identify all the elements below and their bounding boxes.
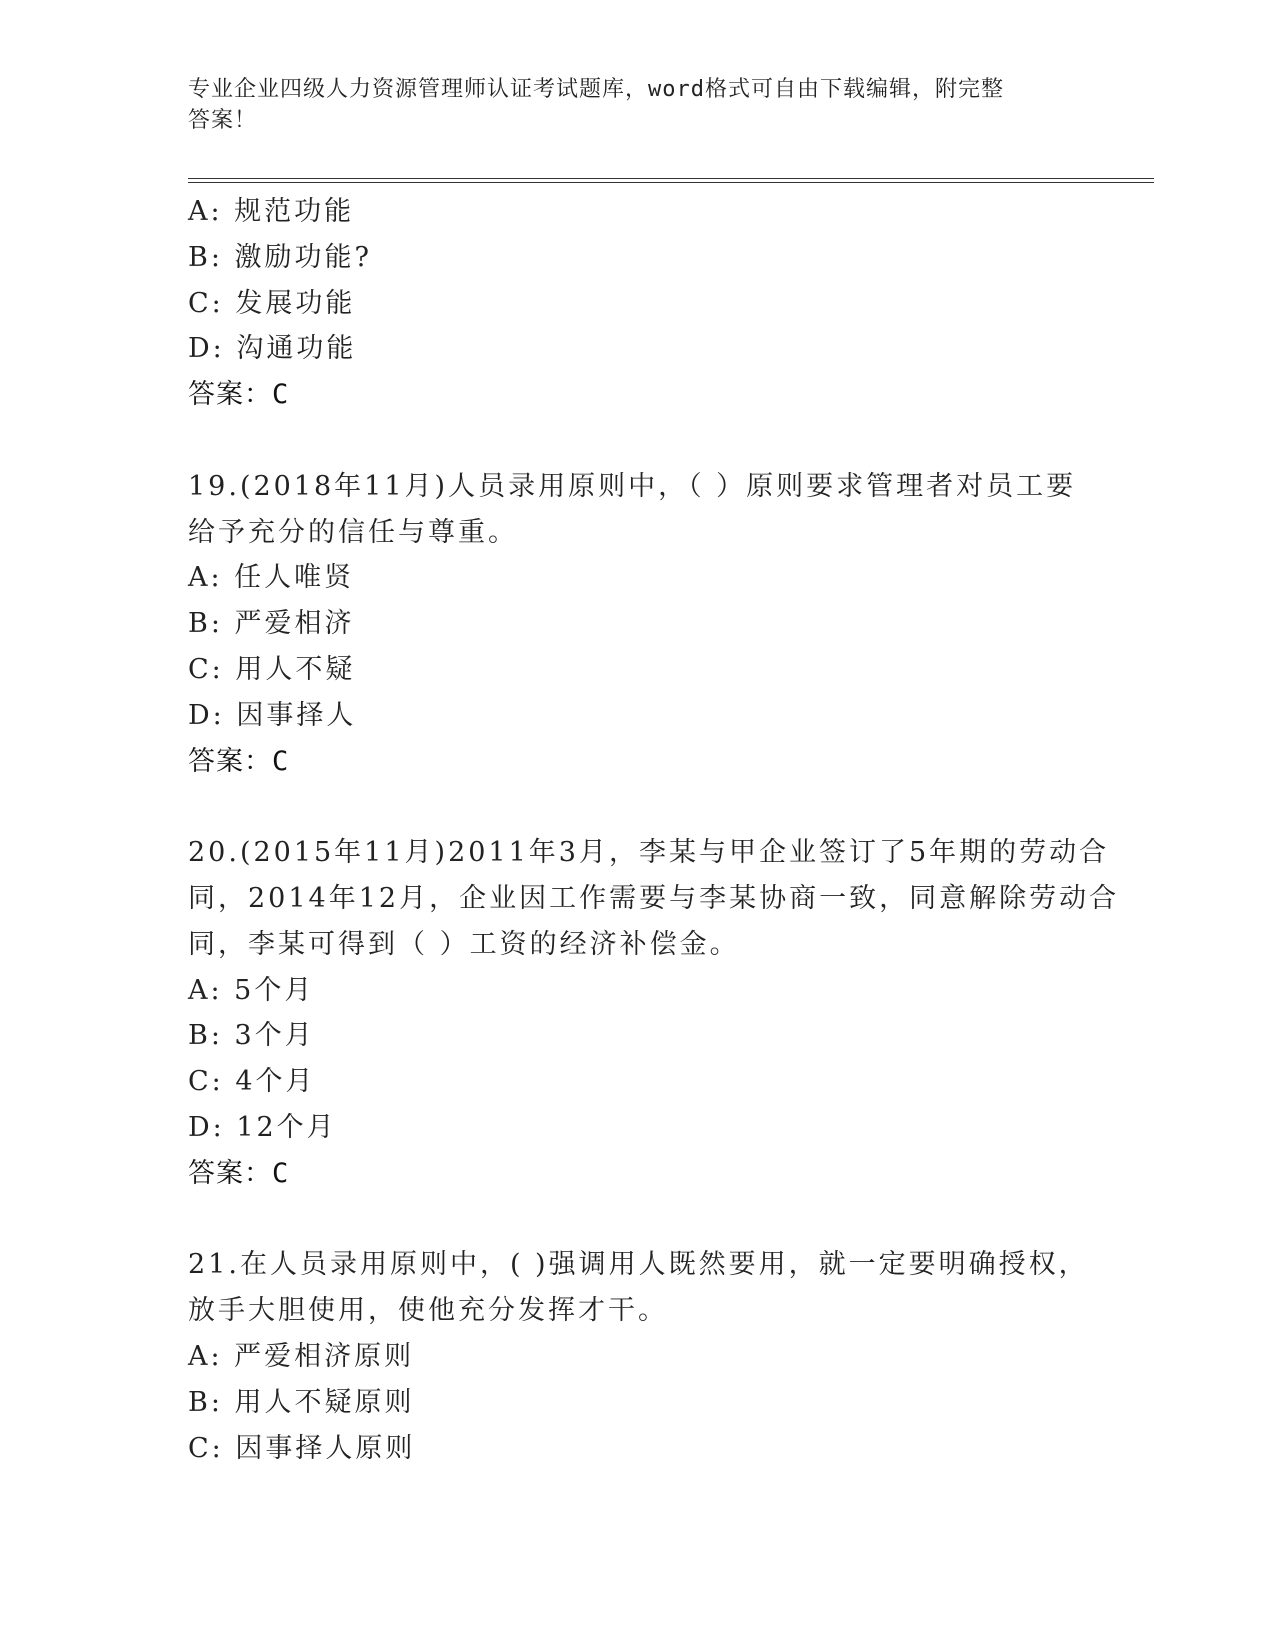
option-b: B: 3个月 [188, 1020, 315, 1052]
option-d: D: 沟通功能 [188, 333, 357, 365]
option-d: D: 因事择人 [188, 699, 357, 731]
answer-line [188, 372, 1148, 418]
answer-line [188, 1151, 1148, 1197]
option-a: A: 任人唯贤 [188, 562, 355, 594]
question-list [188, 189, 1148, 1471]
option-c: C: 因事择人原则 [188, 1432, 416, 1464]
page-header [188, 74, 1088, 136]
header-line-1: 专业企业四级人力资源管理师认证考试题库，word格式可自由下载编辑，附完整 [188, 77, 1004, 102]
answer-label: 答案： [188, 379, 272, 411]
question-stem-line-2: 同，2014年12月，企业因工作需要与李某协商一致，同意解除劳动合 [188, 882, 1120, 914]
option-b: B: 用人不疑原则 [188, 1386, 415, 1418]
spacer [188, 418, 1148, 464]
option-a: A: 5个月 [188, 974, 315, 1006]
option-c: C: 4个月 [188, 1066, 316, 1098]
option-d: D: 12个月 [188, 1111, 337, 1143]
answer-label: 答案： [188, 745, 272, 777]
answer-value: C [272, 745, 290, 777]
option-a: A: 严爱相济原则 [188, 1340, 415, 1372]
header-double-rule [188, 178, 1154, 183]
question-stem-line-1: 20.(2015年11月)2011年3月，李某与甲企业签订了5年期的劳动合 [188, 837, 1110, 869]
option-c: C: 发展功能 [188, 287, 356, 319]
option-b: B: 严爱相济 [188, 608, 355, 640]
question-stem-line-1: 19.(2018年11月)人员录用原则中，（ ）原则要求管理者对员工要 [188, 470, 1077, 502]
option-c: C: 用人不疑 [188, 653, 356, 685]
answer-label: 答案： [188, 1157, 272, 1189]
answer-value: C [272, 379, 290, 411]
header-line-2: 答案！ [188, 108, 258, 133]
question-stem-line-2: 给予充分的信任与尊重。 [188, 516, 518, 548]
question-18 [188, 189, 1148, 418]
spacer [188, 784, 1148, 830]
option-b: B: 激励功能? [188, 241, 372, 273]
spacer [188, 1197, 1148, 1243]
option-a: A: 规范功能 [188, 196, 355, 227]
question-19 [188, 464, 1148, 785]
answer-value: C [272, 1157, 290, 1189]
question-20 [188, 830, 1148, 1196]
question-stem-line-3: 同，李某可得到（ ）工资的经济补偿金。 [188, 928, 740, 960]
question-21 [188, 1242, 1148, 1471]
question-stem-line-2: 放手大胆使用，使他充分发挥才干。 [188, 1295, 668, 1327]
answer-line [188, 739, 1148, 785]
question-stem-line-1: 21.在人员录用原则中，( )强调用人既然要用，就一定要明确授权， [188, 1249, 1089, 1281]
